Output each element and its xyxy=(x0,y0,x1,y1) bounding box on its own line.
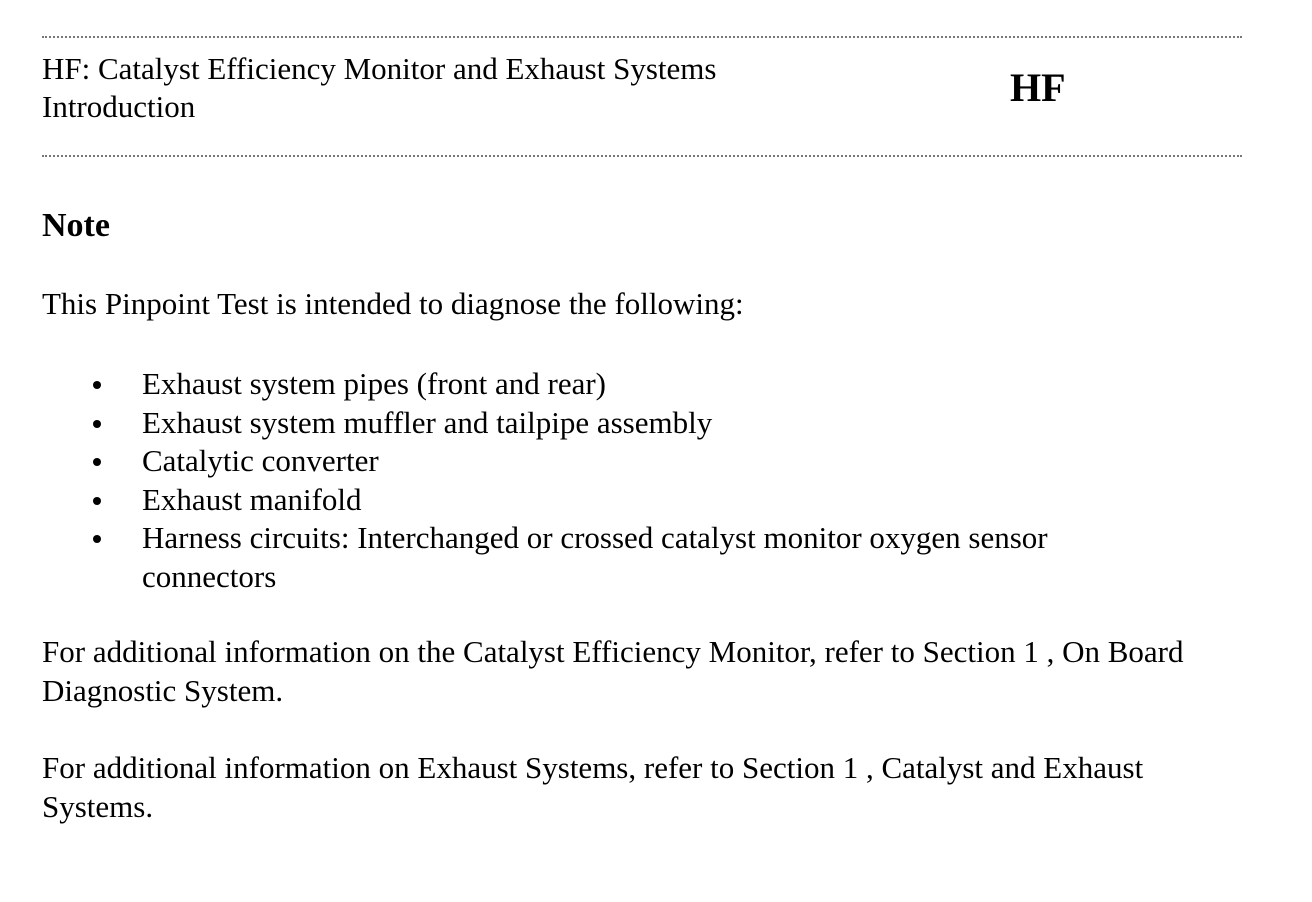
bullet-icon xyxy=(93,458,101,466)
list-item xyxy=(42,404,1182,443)
diagnose-list xyxy=(42,365,1182,596)
list-item xyxy=(42,481,1182,520)
title-line-2: Introduction xyxy=(42,89,196,124)
list-item-text: Harness circuits: Interchanged or crossed catalyst monitor oxygen sensor connectors xyxy=(142,520,1048,594)
exhaust-systems-reference: For additional information on Exhaust Systems, refer to Section 1 , Catalyst and Exhaust Systems. xyxy=(42,750,1144,824)
document-page xyxy=(42,0,1242,902)
header-top-rule xyxy=(42,36,1242,38)
list-item xyxy=(42,519,1182,596)
list-item-text: Exhaust manifold xyxy=(142,481,362,517)
list-item xyxy=(42,365,1182,404)
bullet-icon xyxy=(93,535,101,543)
list-item-text: Exhaust system pipes (front and rear) xyxy=(142,366,607,401)
title-line-1: HF: Catalyst Efficiency Monitor and Exhaust Systems xyxy=(42,51,717,86)
bullet-icon xyxy=(93,420,101,428)
list-item xyxy=(42,442,1182,481)
section-code: HF xyxy=(1010,65,1066,110)
list-item-text: Catalytic converter xyxy=(142,443,379,478)
note-heading: Note xyxy=(42,207,110,244)
note-intro: This Pinpoint Test is intended to diagnose the following: xyxy=(42,286,744,321)
page-title xyxy=(42,50,942,126)
catalyst-monitor-reference: For additional information on the Catalyst Efficiency Monitor, refer to Section 1 , On Board Diagnostic System. xyxy=(42,634,1184,708)
list-item-text: Exhaust system muffler and tailpipe assembly xyxy=(142,404,713,440)
bullet-icon xyxy=(93,381,101,389)
header-bottom-rule xyxy=(42,155,1242,157)
bullet-icon xyxy=(93,497,101,505)
